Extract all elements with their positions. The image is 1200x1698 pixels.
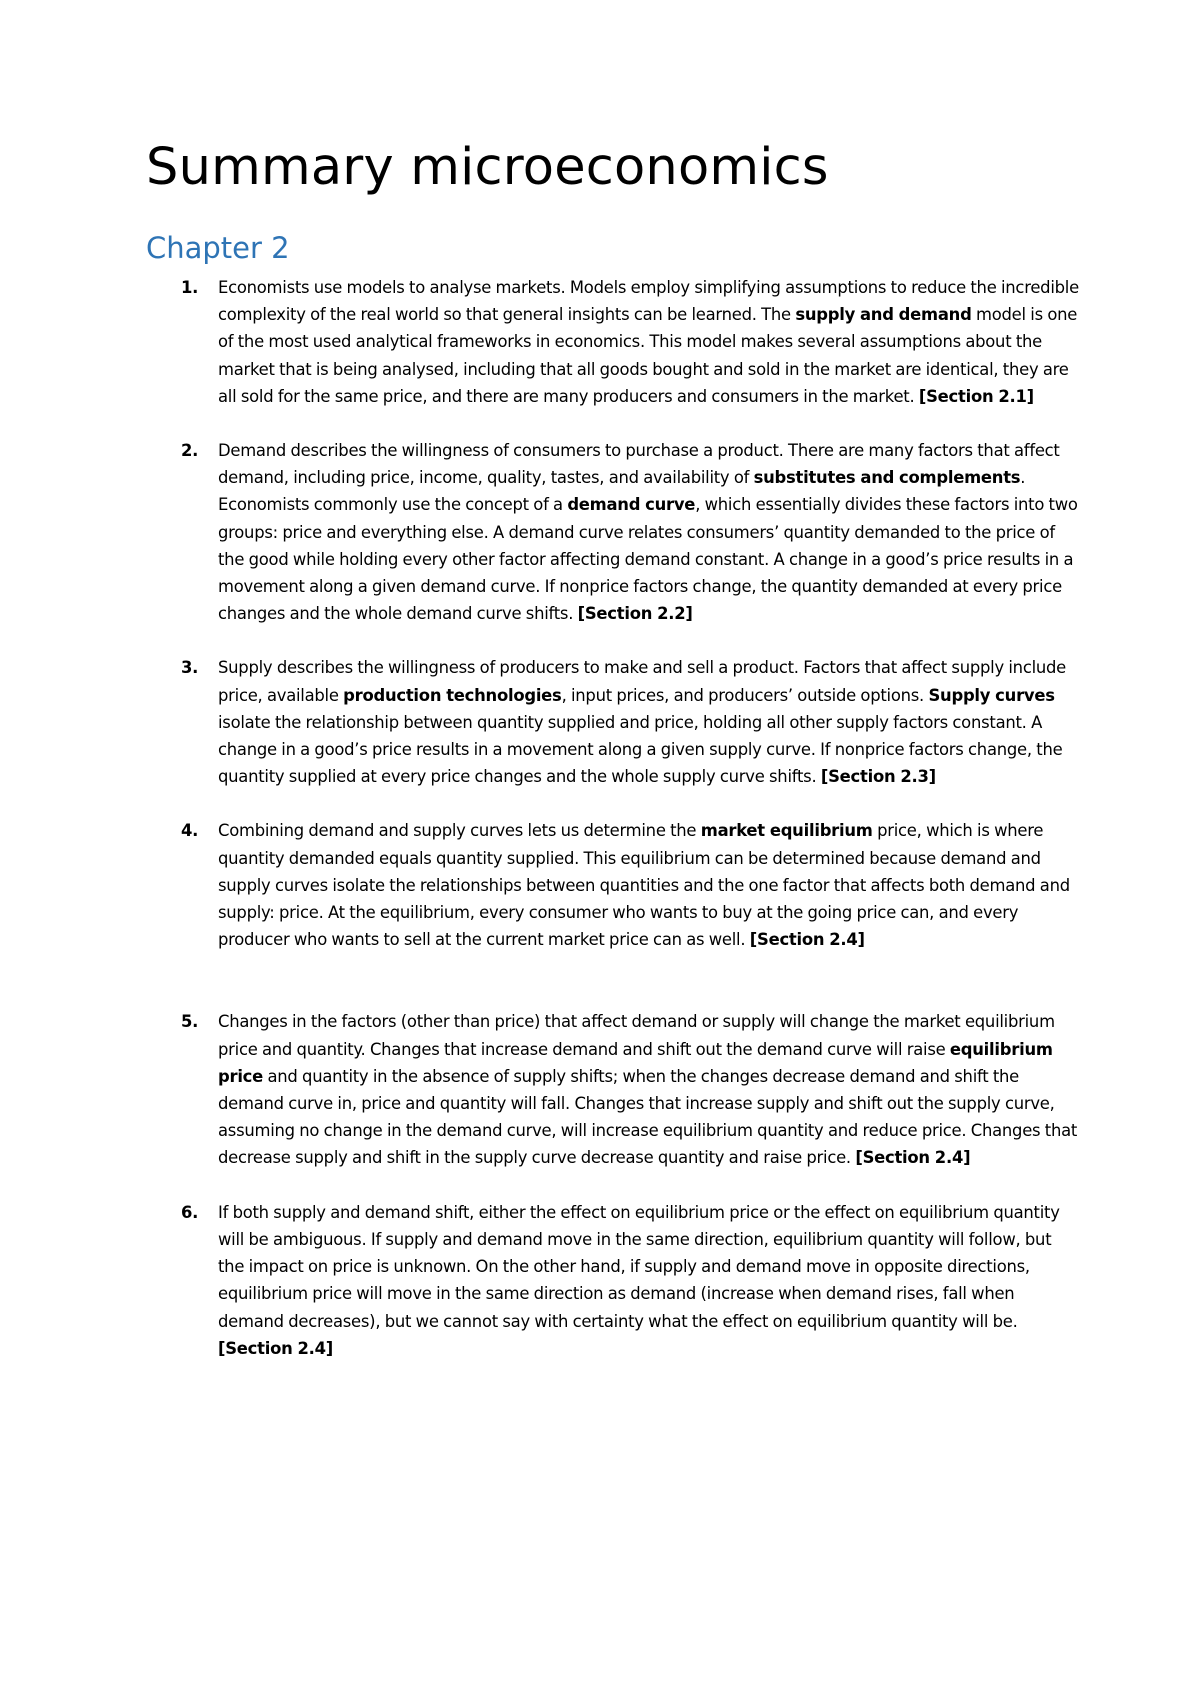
section-reference: [Section 2.4] — [855, 1148, 971, 1168]
item-text — [218, 1012, 1077, 1167]
text-segment: , which essentially divides these factors into two groups: price and everything else. A demand curve relates consumers’ quantity demanded to the price of the good while holding every other factor affecting demand constant. A change in a good’s price results in a movement along a given demand curve. If nonprice factors change, the quantity demanded at every price changes and the whole demand curve shifts. — [218, 495, 1078, 624]
text-segment: If both supply and demand shift, either the effect on equilibrium price or the effect on equilibrium quantity will be ambiguous. If supply and demand move in the same direction, equilibrium quantity will follow, but the impact on price is unknown. On the other hand, if supply and demand move in opposite directions, equilibrium price will move in the same direction as demand (increase when demand rises, fall when demand decreases), but we cannot say with certainty what the effect on equilibrium quantity will be. — [218, 1202, 1060, 1331]
text-segment: , input prices, and producers’ outside options. — [561, 685, 929, 705]
bold-term: demand curve — [567, 495, 696, 515]
bold-term: market equilibrium — [700, 821, 873, 841]
list-item — [146, 1199, 1080, 1362]
bold-term: production technologies — [343, 685, 562, 705]
summary-list — [146, 274, 1080, 1362]
item-number: 5. — [181, 1012, 199, 1032]
item-text — [218, 821, 1070, 949]
bold-term: substitutes and complements — [753, 468, 1021, 488]
item-text — [218, 1203, 1060, 1358]
text-segment: Supply describes the willingness of producers to make and sell a product. Factors that affect supply include price, available — [218, 658, 1067, 705]
item-number: 3. — [181, 658, 199, 678]
bold-term: equilibrium price — [218, 1039, 1053, 1086]
text-segment: . Economists commonly use the concept of a — [218, 468, 1026, 515]
text-segment: Combining demand and supply curves lets us determine the — [218, 821, 701, 841]
section-reference: [Section 2.3] — [820, 767, 936, 787]
text-segment: Demand describes the willingness of consumers to purchase a product. There are many factors that affect demand, including price, income, quality, tastes, and availability of — [218, 441, 1060, 488]
section-reference: [Section 2.1] — [918, 386, 1034, 406]
list-item — [146, 1008, 1080, 1171]
document-title: Summary microeconomics — [146, 138, 829, 197]
text-segment: Changes in the factors (other than price) that affect demand or supply will change the market equilibrium price and quantity. Changes that increase demand and shift out the demand curve will raise — [218, 1012, 1055, 1059]
item-number: 6. — [181, 1202, 199, 1222]
item-text — [218, 658, 1066, 786]
item-number: 2. — [181, 441, 199, 461]
item-number: 1. — [181, 278, 199, 297]
text-segment: price, which is where quantity demanded equals quantity supplied. This equilibrium can be determined because demand and supply curves isolate the relationships between quantities and the one factor that affects both demand and supply: price. At the equilibrium, every consumer who wants to buy at the going price can, and every producer who wants to sell at the current market price can as well. — [218, 821, 1070, 950]
text-segment: model is one of the most used analytical frameworks in economics. This model makes several assumptions about the market that is being analysed, including that all goods bought and sold in the market are identical, they are all sold for the same price, and there are many producers and consumers in the market. — [218, 305, 1078, 406]
list-item — [146, 274, 1080, 410]
text-segment: Economists use models to analyse markets. Models employ simplifying assumptions to reduce the incredible complexity of the real world so that general insights can be learned. The — [218, 278, 1079, 325]
list-item — [146, 437, 1080, 627]
list-item — [146, 654, 1080, 790]
section-reference: [Section 2.4] — [749, 930, 865, 950]
section-reference: [Section 2.2] — [577, 604, 693, 624]
text-segment: and quantity in the absence of supply shifts; when the changes decrease demand and shift the demand curve in, price and quantity will fall. Changes that increase supply and shift out the supply curve, assuming no change in the demand curve, will increase equilibrium quantity and reduce price. Changes that decrease supply and shift in the supply curve decrease quantity and raise price. — [218, 1066, 1078, 1168]
text-segment: isolate the relationship between quantity supplied and price, holding all other supply factors constant. A change in a good’s price results in a movement along a given supply curve. If nonprice factors change, the quantity supplied at every price changes and the whole supply curve shifts. — [218, 712, 1063, 787]
bold-term: supply and demand — [795, 305, 972, 325]
item-number: 4. — [181, 821, 199, 841]
list-item — [146, 817, 1080, 953]
chapter-heading: Chapter 2 — [146, 231, 290, 265]
bold-term: Supply curves — [928, 685, 1055, 705]
section-reference: [Section 2.4] — [218, 1338, 333, 1358]
item-text — [218, 441, 1078, 623]
item-text — [218, 278, 1079, 406]
